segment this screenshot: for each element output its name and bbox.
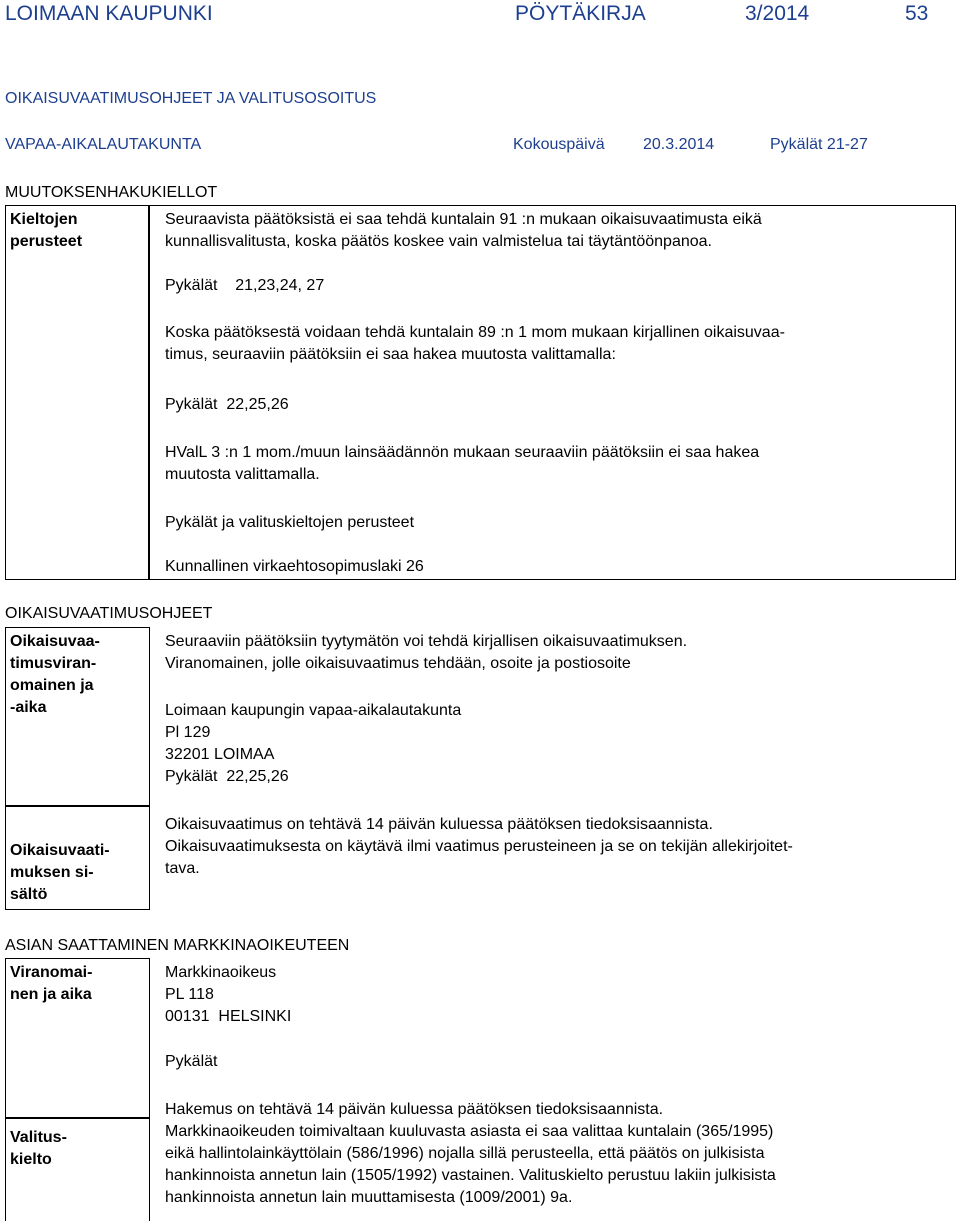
para-oikaisuvaatimus-ohje: Seuraaviin päätöksiin tyytymätön voi tehdä kirjallisen oikaisuvaatimuksen. Viranomainen, jolle oikaisuvaatimus tehdään, osoite ja postiosoite: [165, 633, 688, 672]
label-valituskielto: Valitus- kielto: [10, 1129, 67, 1168]
law-reference: Kunnallinen virkaehtosopimuslaki 26: [165, 558, 424, 575]
pykalat-1: Pykälät 21,23,24, 27: [165, 277, 325, 294]
para-oikaisuvaatimus: Koska päätöksestä voidaan tehdä kuntalain 89 :n 1 mom mukaan kirjallinen oikaisuvaa- timus, seuraaviin päätöksiin ei saa hakea muutosta valittamalla:: [165, 324, 785, 363]
label-viranomainen-ja-aika: Viranomai- nen ja aika: [10, 964, 93, 1003]
section-heading-muutoksenhakukiellot: MUUTOKSENHAKUKIELLOT: [5, 184, 218, 201]
para-valituskielto: Hakemus on tehtävä 14 päivän kuluessa päätöksen tiedoksisaannista. Markkinaoikeuden toimivaltaan kuuluvasta asiasta ei saa valittaa kuntalain (365/1995) eikä hallintolainkäyttölain (586/1996) nojalla sillä perusteella, että päätös on julkisista hankinnoista annetun lain (1505/1992) vastainen. Valituskielto perustuu lakiin julkisista hankinnoista annetun lain muuttamisesta (1009/2001) 9a.: [165, 1101, 776, 1206]
para-oikaisuvaatimus-sisalto: Oikaisuvaatimus on tehtävä 14 päivän kuluessa päätöksen tiedoksisaannista. Oikaisuvaatimuksesta on käytävä ilmi vaatimus perusteineen ja se on tekijän allekirjoitet- tava.: [165, 816, 793, 877]
doc-number: 3/2014: [745, 2, 810, 25]
page-number: 53: [905, 2, 929, 25]
pykalat-valituskiellot: Pykälät ja valituskieltojen perusteet: [165, 514, 415, 531]
section-heading-oikaisuvaatimusohjeet: OIKAISUVAATIMUSOHJEET: [5, 605, 213, 622]
pykalat-2: Pykälät 22,25,26: [165, 396, 289, 413]
address-markkinaoikeus: Markkinaoikeus PL 118 00131 HELSINKI: [165, 964, 292, 1025]
label-divider: [5, 805, 150, 807]
meta-body: VAPAA-AIKALAUTAKUNTA: [5, 136, 202, 153]
section-heading-markkinaoikeus: ASIAN SAATTAMINEN MARKKINAOIKEUTEEN: [5, 937, 350, 954]
org-name: LOIMAAN KAUPUNKI: [5, 2, 213, 25]
address-oikaisuvaatimus: Loimaan kaupungin vapaa-aikalautakunta Pl 129 32201 LOIMAA Pykälät 22,25,26: [165, 702, 462, 785]
para-valmistelu: Seuraavista päätöksistä ei saa tehdä kuntalain 91 :n mukaan oikaisuvaatimusta eikä kunnallisvalitusta, koska päätös koskee vain valmistelua tai täytäntöönpanoa.: [165, 211, 762, 250]
meta-date-label: Kokouspäivä: [513, 136, 605, 153]
doc-type: PÖYTÄKIRJA: [515, 2, 646, 25]
para-hvall: HValL 3 :n 1 mom./muun lainsäädännön mukaan seuraaviin päätöksiin ei saa hakea muutosta valittamalla.: [165, 444, 760, 483]
label-kieltojen-perusteet: Kieltojen perusteet: [10, 211, 83, 250]
meta-date: 20.3.2014: [643, 136, 715, 153]
pykalat-markkinaoikeus: Pykälät: [165, 1053, 218, 1070]
column-divider: [148, 205, 150, 580]
doc-title: OIKAISUVAATIMUSOHJEET JA VALITUSOSOITUS: [5, 90, 377, 107]
meta-sections: Pykälät 21-27: [770, 136, 868, 153]
label-oikaisuvaatimusviranomainen: Oikaisuvaa- timusviran- omainen ja -aika: [10, 633, 100, 716]
label-divider-2: [5, 1117, 150, 1119]
page-header: [0, 0, 960, 30]
label-oikaisuvaatimuksen-sisalto: Oikaisuvaati- muksen si- sältö: [10, 842, 110, 903]
